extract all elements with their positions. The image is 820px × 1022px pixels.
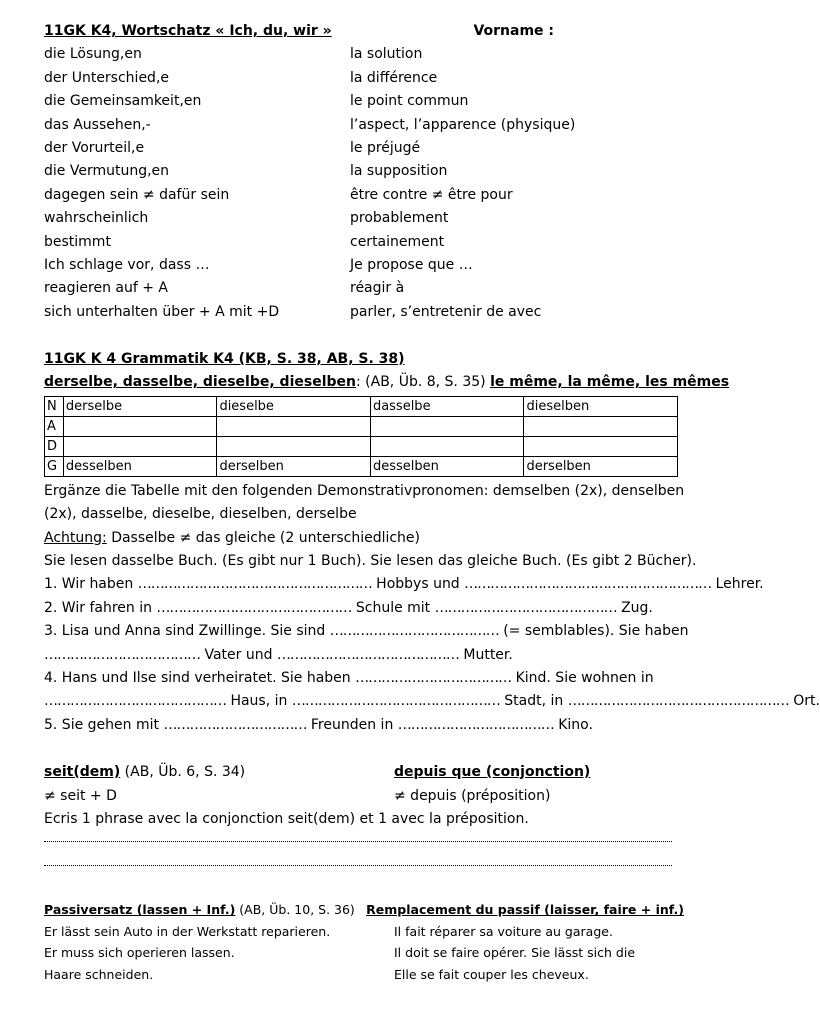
vocab-row bbox=[44, 277, 684, 300]
example-line: Sie lesen dasselbe Buch. (Es gibt nur 1 Buch). Sie lesen das gleiche Buch. (Es gibt 2 Bücher). bbox=[44, 553, 697, 570]
exercise-3b bbox=[44, 644, 684, 667]
instruction-line-2: (2x), dasselbe, dieselbe, dieselben, derselbe bbox=[44, 506, 357, 523]
ex3a-text-b: (= semblables). Sie haben bbox=[498, 623, 689, 640]
case-cell: A bbox=[45, 416, 64, 436]
ex1-text-b: Hobbys und bbox=[371, 576, 465, 593]
ex2-text-b: Schule mit bbox=[351, 599, 435, 616]
vocab-french: la différence bbox=[350, 69, 438, 86]
passiv-rows bbox=[44, 921, 684, 986]
passiv-german: Er muss sich operieren lassen. bbox=[44, 945, 235, 961]
vocab-german: dagegen sein ≠ dafür sein bbox=[44, 186, 230, 203]
table-cell: derselben bbox=[524, 456, 678, 476]
ex4b-text-b: Stadt, in bbox=[499, 693, 568, 710]
ex5-text-c: Kino. bbox=[553, 716, 593, 733]
ex3b-text-b: Mutter. bbox=[458, 646, 513, 663]
vocab-french: la solution bbox=[350, 46, 423, 63]
achtung-text: Dasselbe ≠ das gleiche (2 unterschiedliche) bbox=[106, 529, 421, 546]
table-cell: derselbe bbox=[63, 396, 217, 416]
vocab-row bbox=[44, 67, 684, 90]
passiv-german: Haare schneiden. bbox=[44, 966, 154, 982]
table-cell[interactable] bbox=[217, 416, 371, 436]
exercise-4b bbox=[44, 690, 820, 713]
blank-field[interactable]: ……………………………………… bbox=[156, 599, 352, 616]
seit-row-2 bbox=[44, 785, 684, 808]
case-cell: N bbox=[45, 396, 64, 416]
vocab-header bbox=[44, 20, 684, 43]
subtitle-fr: le même, la même, les mêmes bbox=[490, 374, 730, 391]
worksheet-page bbox=[44, 20, 820, 985]
ex1-text-a: 1. Wir haben bbox=[44, 576, 138, 593]
vocab-row bbox=[44, 254, 684, 277]
achtung-line bbox=[44, 527, 684, 550]
vocab-german: die Gemeinsamkeit,en bbox=[44, 93, 202, 110]
vocab-german: wahrscheinlich bbox=[44, 210, 149, 227]
passiv-row bbox=[44, 964, 684, 986]
passiv-german: Er lässt sein Auto in der Werkstatt reparieren. bbox=[44, 923, 331, 939]
table-cell: dasselbe bbox=[370, 396, 524, 416]
case-cell: G bbox=[45, 456, 64, 476]
passiv-french: Il fait réparer sa voiture au garage. bbox=[394, 923, 613, 939]
table-row bbox=[45, 456, 678, 476]
blank-field[interactable]: ………………………………………………… bbox=[464, 576, 712, 593]
depuis-label: depuis que (conjonction) bbox=[394, 764, 591, 781]
achtung-label: Achtung: bbox=[44, 529, 107, 546]
grammar-title-text: 11GK K 4 Grammatik K4 (KB, S. 38, AB, S. 38) bbox=[44, 351, 405, 368]
exercise-1 bbox=[44, 573, 764, 596]
vocab-french: parler, s’entretenir de avec bbox=[350, 303, 542, 320]
ex2-text-c: Zug. bbox=[616, 599, 653, 616]
table-cell: dieselben bbox=[524, 396, 678, 416]
vocab-row bbox=[44, 43, 684, 66]
blank-field[interactable]: ……………………………… bbox=[397, 716, 554, 733]
exercise-3a bbox=[44, 620, 689, 643]
depuis-prep: ≠ depuis (préposition) bbox=[394, 787, 551, 804]
exercise-2 bbox=[44, 597, 684, 620]
grammar-title bbox=[44, 348, 684, 371]
blank-field[interactable]: …………………………………… bbox=[276, 646, 459, 663]
passiv-french: Il doit se faire opérer. Sie lässt sich die bbox=[394, 945, 636, 961]
table-row bbox=[45, 436, 678, 456]
ex1-text-c: Lehrer. bbox=[711, 576, 764, 593]
ex3b-text-a: Vater und bbox=[200, 646, 277, 663]
vocab-german: Ich schlage vor, dass … bbox=[44, 256, 210, 273]
table-cell[interactable] bbox=[63, 416, 217, 436]
vocab-french: certainement bbox=[350, 233, 445, 250]
vocab-french: la supposition bbox=[350, 163, 448, 180]
vocab-german: bestimmt bbox=[44, 233, 111, 250]
vocab-row bbox=[44, 184, 684, 207]
vocab-row bbox=[44, 90, 684, 113]
table-cell: dieselbe bbox=[217, 396, 371, 416]
answer-line[interactable] bbox=[44, 831, 672, 842]
ex2-text-a: 2. Wir fahren in bbox=[44, 599, 157, 616]
vocab-french: être contre ≠ être pour bbox=[350, 186, 513, 203]
table-row bbox=[45, 396, 678, 416]
vorname-label: Vorname : bbox=[473, 23, 554, 39]
ex5-text-a: 5. Sie gehen mit bbox=[44, 716, 164, 733]
table-cell[interactable] bbox=[524, 416, 678, 436]
spacer bbox=[44, 324, 684, 348]
vocab-german: sich unterhalten über + A mit +D bbox=[44, 303, 280, 320]
exercise-4a bbox=[44, 667, 684, 690]
blank-field[interactable]: ……………………………… bbox=[44, 646, 200, 663]
seit-task: Ecris 1 phrase avec la conjonction seit(dem) et 1 avec la préposition. bbox=[44, 810, 529, 827]
vocab-list bbox=[44, 43, 684, 324]
ex3a-text-a: 3. Lisa und Anna sind Zwillinge. Sie sind bbox=[44, 623, 330, 640]
table-cell: derselben bbox=[217, 456, 371, 476]
exercise-5 bbox=[44, 714, 684, 737]
passiv-ref: (AB, Üb. 10, S. 36) bbox=[235, 902, 355, 918]
seit-label: seit(dem) bbox=[44, 764, 121, 781]
vocab-german: reagieren auf + A bbox=[44, 280, 169, 297]
table-cell: desselben bbox=[63, 456, 217, 476]
answer-line[interactable] bbox=[44, 855, 672, 866]
passiv-section bbox=[44, 899, 684, 985]
blank-field[interactable]: …………………………………………… bbox=[567, 693, 789, 710]
grammar-subtitle bbox=[44, 371, 730, 394]
vocab-row bbox=[44, 207, 684, 230]
blank-field[interactable]: …………………………………… bbox=[434, 599, 617, 616]
subtitle-de: derselbe, dasselbe, dieselbe, dieselben bbox=[44, 374, 356, 391]
ex4a-text-b: Kind. Sie wohnen in bbox=[511, 669, 654, 686]
vocab-german: die Lösung,en bbox=[44, 46, 142, 63]
vocab-french: Je propose que … bbox=[350, 256, 473, 273]
ex4a-text-a: 4. Hans und Ilse sind verheiratet. Sie haben bbox=[44, 669, 356, 686]
instruction-line-1: Ergänze die Tabelle mit den folgenden Demonstrativpronomen: demselben (2x), denselben bbox=[44, 482, 685, 499]
spacer bbox=[44, 737, 684, 761]
vocab-french: probablement bbox=[350, 210, 449, 227]
vocab-german: das Aussehen,- bbox=[44, 116, 151, 133]
ex4b-text-c: Ort. bbox=[788, 693, 820, 710]
seit-ref: (AB, Üb. 6, S. 34) bbox=[120, 764, 246, 781]
vocab-row bbox=[44, 301, 684, 324]
vocab-title: 11GK K4, Wortschatz « Ich, du, wir » bbox=[44, 23, 332, 39]
vocab-french: le point commun bbox=[350, 93, 469, 110]
blank-field[interactable]: ………………………………… bbox=[329, 623, 499, 640]
vocab-german: der Vorurteil,e bbox=[44, 139, 145, 156]
vocab-german: die Vermutung,en bbox=[44, 163, 170, 180]
vocab-row bbox=[44, 137, 684, 160]
case-cell: D bbox=[45, 436, 64, 456]
seit-prep: ≠ seit + D bbox=[44, 787, 117, 804]
declension-table bbox=[44, 396, 678, 477]
table-cell[interactable] bbox=[217, 436, 371, 456]
vocab-row bbox=[44, 160, 684, 183]
table-cell[interactable] bbox=[63, 436, 217, 456]
spacer bbox=[44, 879, 684, 899]
blank-field[interactable]: …………………………… bbox=[163, 716, 307, 733]
table-row bbox=[45, 416, 678, 436]
vocab-french: réagir à bbox=[350, 280, 405, 297]
table-cell[interactable] bbox=[370, 436, 524, 456]
passiv-label: Passiversatz (lassen + Inf.) bbox=[44, 902, 236, 918]
table-cell: desselben bbox=[370, 456, 524, 476]
vocab-french: le préjugé bbox=[350, 139, 421, 156]
seit-header bbox=[44, 761, 684, 784]
passiv-row bbox=[44, 942, 684, 964]
passiv-french: Elle se fait couper les cheveux. bbox=[394, 966, 589, 982]
ex4b-text-a: Haus, in bbox=[226, 693, 292, 710]
blank-field[interactable]: ……………………………… bbox=[355, 669, 512, 686]
passiv-row bbox=[44, 921, 684, 943]
table-cell[interactable] bbox=[370, 416, 524, 436]
vocab-row bbox=[44, 231, 684, 254]
table-cell[interactable] bbox=[524, 436, 678, 456]
blank-field[interactable]: ……………………………………………… bbox=[137, 576, 372, 593]
vocab-row bbox=[44, 114, 684, 137]
vocab-french: l’aspect, l’apparence (physique) bbox=[350, 116, 576, 133]
ex5-text-b: Freunden in bbox=[306, 716, 398, 733]
blank-field[interactable]: …………………………………… bbox=[44, 693, 226, 710]
vocab-german: der Unterschied,e bbox=[44, 69, 170, 86]
subtitle-ref: : (AB, Üb. 8, S. 35) bbox=[355, 374, 491, 391]
blank-field[interactable]: ………………………………………… bbox=[291, 693, 500, 710]
passiv-fr-label: Remplacement du passif (laisser, faire + inf.) bbox=[366, 902, 684, 918]
passiv-header bbox=[44, 899, 684, 921]
